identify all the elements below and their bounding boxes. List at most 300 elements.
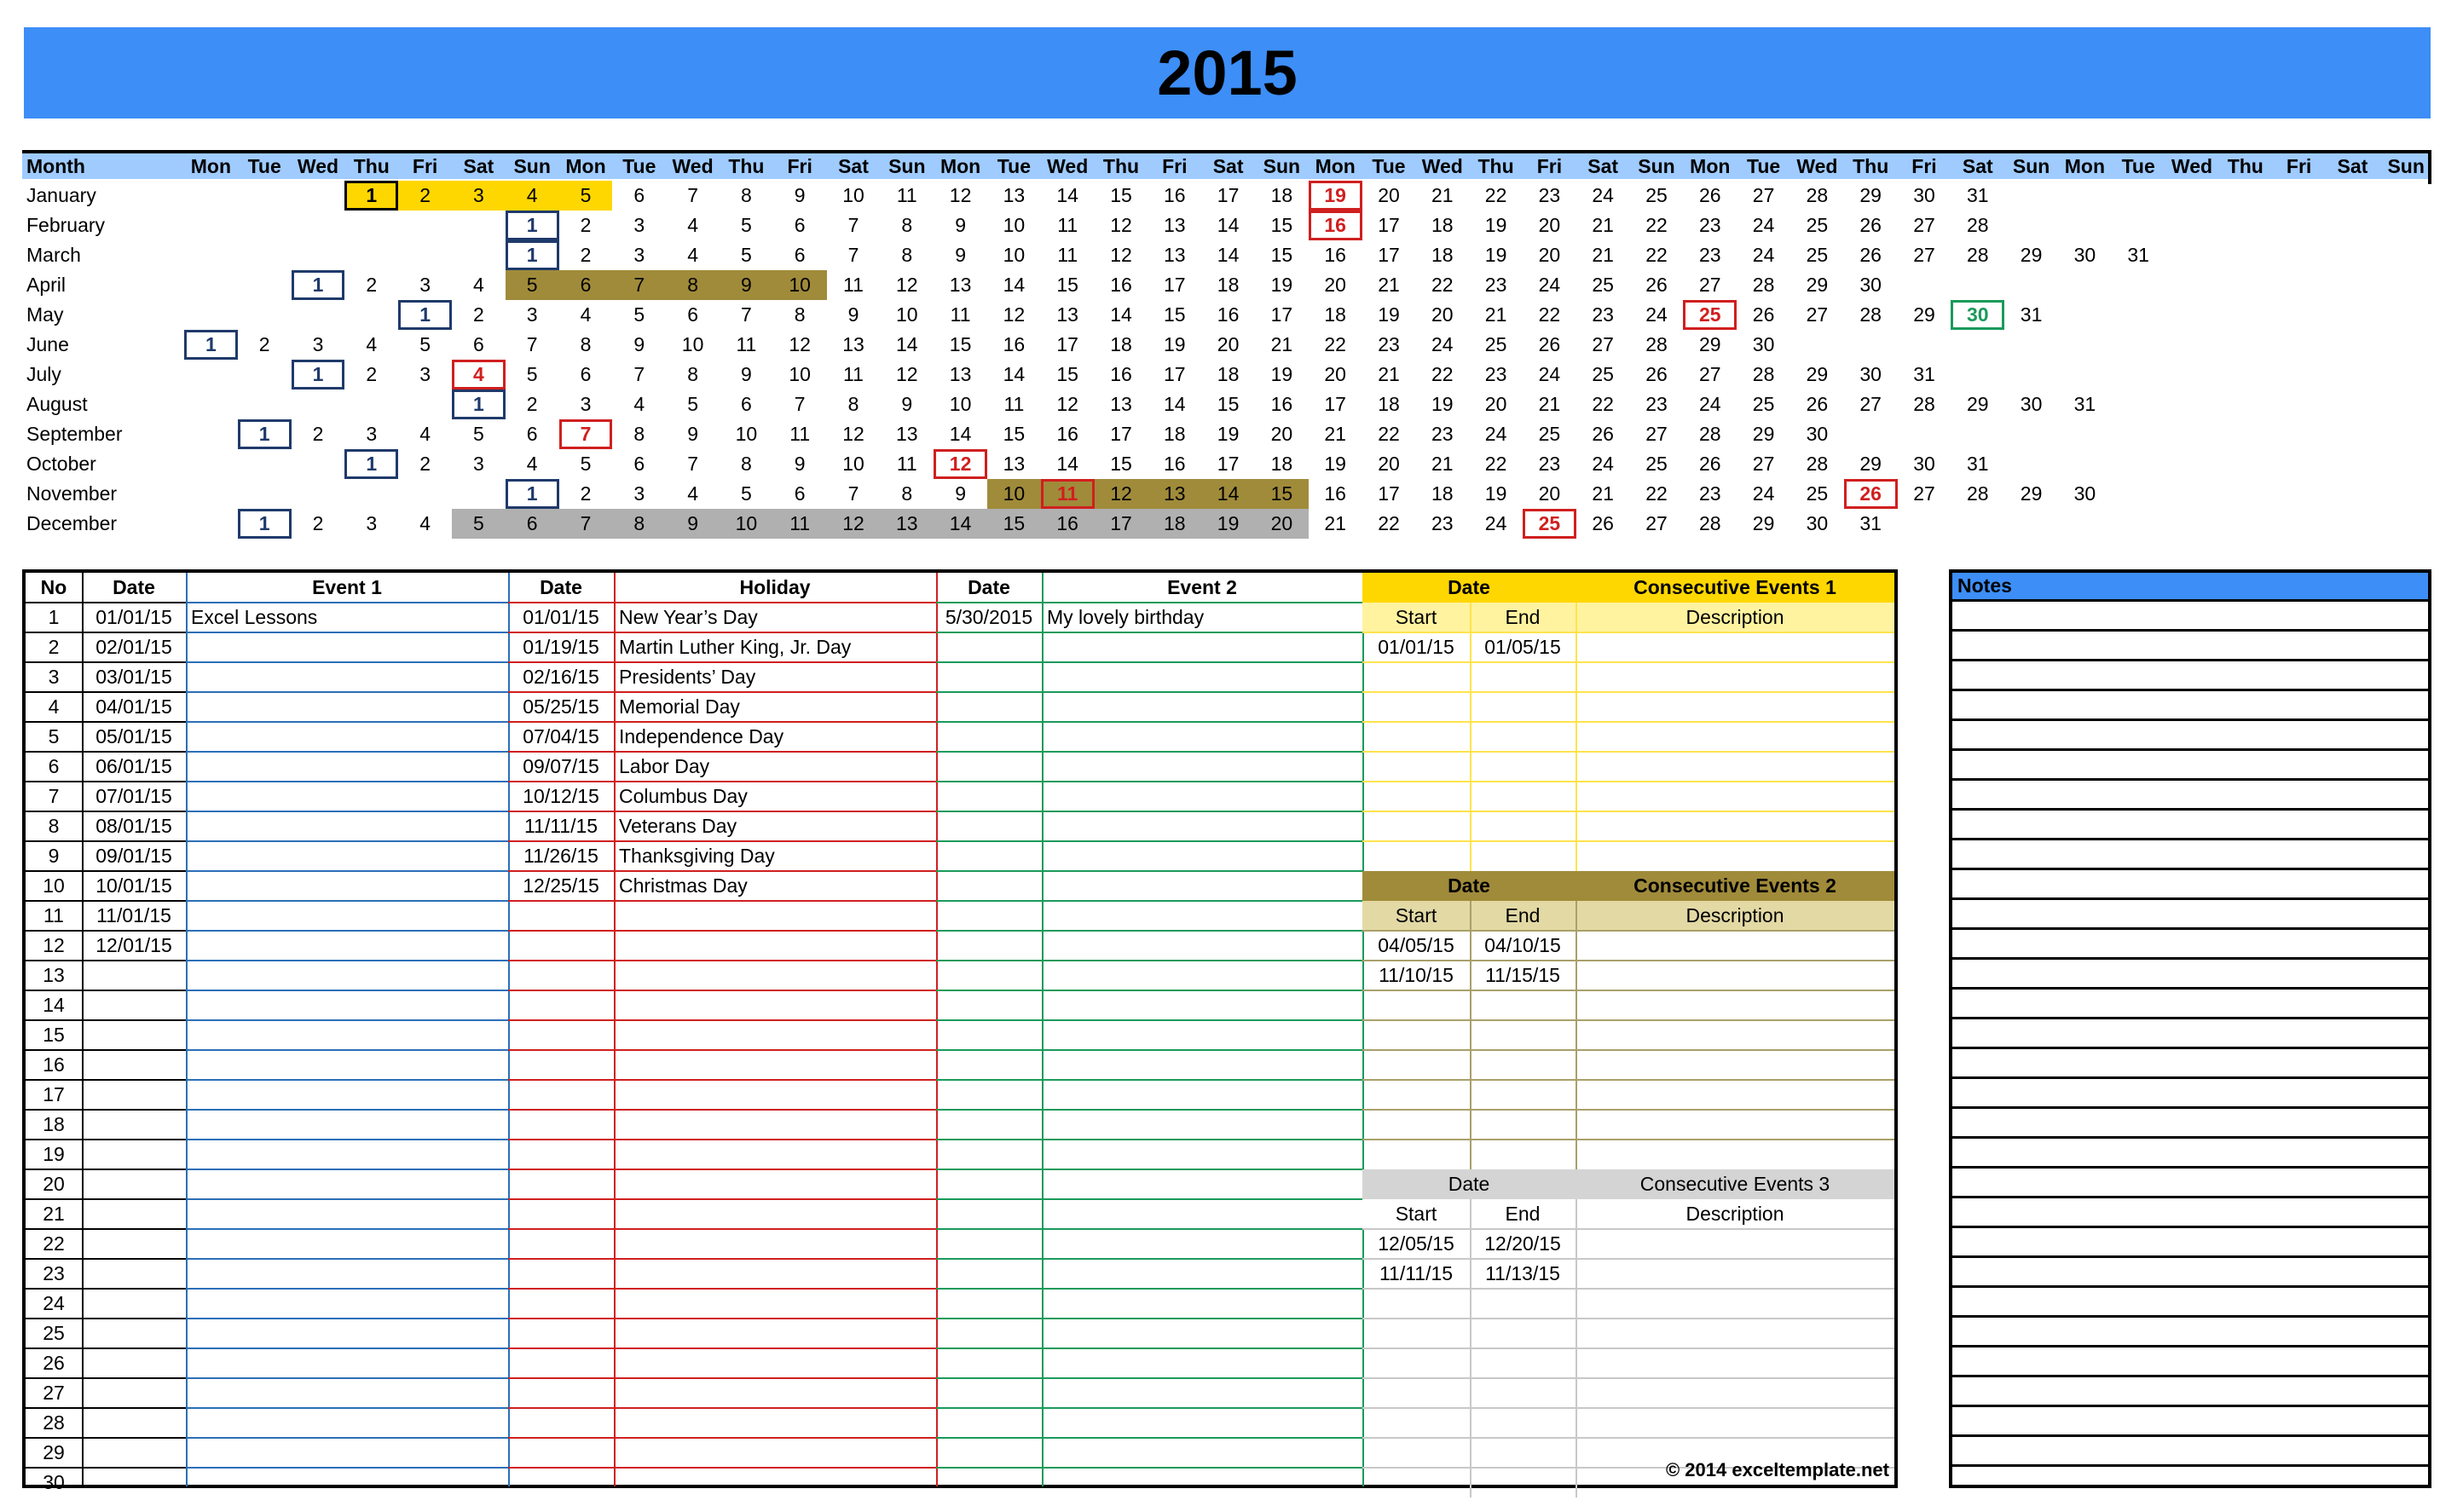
day-cell[interactable]: 9: [741, 363, 752, 385]
table-cell-hdate[interactable]: 01/01/15: [523, 606, 599, 628]
day-cell[interactable]: 11: [1057, 244, 1078, 266]
day-cell[interactable]: 10: [987, 479, 1041, 509]
table-cell-hdate[interactable]: 07/04/15: [523, 725, 599, 747]
day-cell[interactable]: 3: [580, 393, 592, 415]
day-cell[interactable]: 17: [1378, 244, 1400, 266]
day-cell[interactable]: 7: [847, 214, 859, 236]
day-cell[interactable]: 27: [1752, 184, 1775, 206]
table-cell-edate[interactable]: [936, 811, 1042, 841]
day-cell[interactable]: 18: [1431, 482, 1454, 505]
consecutive-end-date[interactable]: 12/20/15: [1484, 1232, 1561, 1255]
table-cell-event2[interactable]: [1047, 1438, 1362, 1468]
day-cell[interactable]: 29: [1752, 512, 1775, 534]
day-cell[interactable]: 20: [1431, 303, 1454, 326]
table-cell-date[interactable]: [82, 1438, 186, 1468]
day-cell[interactable]: 3: [633, 244, 645, 266]
table-cell-event1[interactable]: [191, 1348, 508, 1378]
day-cell[interactable]: 13: [1003, 453, 1026, 475]
table-cell-hdate[interactable]: [508, 1378, 614, 1408]
day-cell[interactable]: 6: [633, 453, 645, 475]
day-cell[interactable]: 19: [1201, 509, 1255, 539]
day-cell[interactable]: 24: [1698, 393, 1721, 415]
day-cell[interactable]: 2: [258, 333, 270, 355]
table-cell-edate[interactable]: [936, 1408, 1042, 1438]
table-cell-event2[interactable]: [1047, 990, 1362, 1020]
day-cell[interactable]: 3: [366, 423, 378, 445]
day-cell[interactable]: 11: [896, 184, 917, 206]
table-cell-event2[interactable]: [1047, 901, 1362, 931]
table-cell-date[interactable]: [82, 1080, 186, 1110]
day-cell[interactable]: 21: [1324, 512, 1346, 534]
day-cell[interactable]: 5: [741, 482, 752, 505]
day-cell[interactable]: 6: [473, 333, 484, 355]
table-cell-hdate[interactable]: [508, 1468, 614, 1498]
day-cell[interactable]: 23: [1484, 274, 1507, 296]
day-cell[interactable]: 18: [1431, 214, 1454, 236]
table-cell-hdate[interactable]: [508, 1020, 614, 1050]
table-cell-edate[interactable]: [936, 871, 1042, 901]
day-cell[interactable]: 19: [1163, 333, 1186, 355]
day-cell[interactable]: 14: [1163, 393, 1186, 415]
table-cell-holiday[interactable]: [619, 1378, 936, 1408]
day-cell[interactable]: 22: [1484, 184, 1507, 206]
table-cell-event1[interactable]: [191, 931, 508, 961]
table-cell-event2[interactable]: [1047, 1229, 1362, 1259]
day-cell[interactable]: 26: [1698, 453, 1721, 475]
table-cell-holiday[interactable]: [619, 1468, 936, 1498]
day-cell[interactable]: 11: [950, 303, 971, 326]
day-cell[interactable]: 2: [526, 393, 538, 415]
day-cell[interactable]: 27: [1698, 274, 1721, 296]
table-cell-edate[interactable]: [936, 901, 1042, 931]
day-cell[interactable]: 1: [292, 360, 345, 390]
day-cell[interactable]: 20: [1324, 274, 1346, 296]
day-cell[interactable]: 1: [452, 390, 506, 419]
day-cell[interactable]: 22: [1484, 453, 1507, 475]
table-cell-event1[interactable]: [191, 1408, 508, 1438]
day-cell[interactable]: 19: [1309, 181, 1362, 211]
consecutive-start-date[interactable]: 12/05/15: [1378, 1232, 1454, 1255]
day-cell[interactable]: 29: [1913, 303, 1935, 326]
day-cell[interactable]: 11: [736, 333, 757, 355]
day-cell[interactable]: 19: [1270, 274, 1293, 296]
day-cell[interactable]: 3: [633, 214, 645, 236]
day-cell[interactable]: 31: [1859, 512, 1882, 534]
table-cell-edate[interactable]: [936, 1229, 1042, 1259]
day-cell[interactable]: 10: [1003, 214, 1026, 236]
day-cell[interactable]: 27: [1645, 512, 1668, 534]
day-cell[interactable]: 12: [934, 449, 987, 479]
day-cell[interactable]: 2: [398, 181, 452, 211]
day-cell[interactable]: 24: [1538, 363, 1561, 385]
day-cell[interactable]: 23: [1538, 184, 1561, 206]
day-cell[interactable]: 27: [1859, 393, 1882, 415]
day-cell[interactable]: 26: [1844, 479, 1898, 509]
day-cell[interactable]: 24: [1484, 512, 1507, 534]
day-cell[interactable]: 28: [1966, 214, 1989, 236]
day-cell[interactable]: 9: [955, 244, 966, 266]
day-cell[interactable]: 4: [687, 244, 698, 266]
day-cell[interactable]: 12: [1110, 214, 1132, 236]
day-cell[interactable]: 15: [1255, 479, 1309, 509]
day-cell[interactable]: 18: [1217, 363, 1240, 385]
day-cell[interactable]: 14: [934, 509, 987, 539]
day-cell[interactable]: 3: [419, 274, 431, 296]
table-cell-date[interactable]: [82, 1229, 186, 1259]
day-cell[interactable]: 20: [1217, 333, 1240, 355]
day-cell[interactable]: 18: [1110, 333, 1132, 355]
day-cell[interactable]: 23: [1431, 423, 1454, 445]
table-cell-event2[interactable]: [1047, 662, 1362, 692]
day-cell[interactable]: 16: [1041, 509, 1095, 539]
day-cell[interactable]: 13: [949, 274, 972, 296]
table-cell-edate[interactable]: [936, 841, 1042, 871]
table-cell-date[interactable]: 05/01/15: [95, 725, 172, 747]
table-cell-hdate[interactable]: 12/25/15: [523, 874, 599, 897]
day-cell[interactable]: 20: [1484, 393, 1507, 415]
day-cell[interactable]: 16: [1270, 393, 1293, 415]
table-cell-event2[interactable]: My lovely birthday: [1047, 606, 1205, 628]
day-cell[interactable]: 24: [1752, 482, 1775, 505]
day-cell[interactable]: 18: [1324, 303, 1346, 326]
day-cell[interactable]: 2: [580, 482, 592, 505]
day-cell[interactable]: 15: [1163, 303, 1186, 326]
day-cell[interactable]: 10: [949, 393, 972, 415]
day-cell[interactable]: 2: [312, 512, 324, 534]
day-cell[interactable]: 7: [559, 419, 613, 449]
table-cell-holiday[interactable]: Memorial Day: [619, 695, 740, 718]
day-cell[interactable]: 21: [1270, 333, 1293, 355]
day-cell[interactable]: 26: [1645, 363, 1668, 385]
day-cell[interactable]: 18: [1148, 509, 1201, 539]
table-cell-event2[interactable]: [1047, 1199, 1362, 1229]
day-cell[interactable]: 23: [1538, 453, 1561, 475]
table-cell-hdate[interactable]: [508, 1050, 614, 1080]
table-cell-hdate[interactable]: [508, 1289, 614, 1319]
table-cell-date[interactable]: 01/01/15: [95, 606, 172, 628]
table-cell-event2[interactable]: [1047, 1169, 1362, 1199]
table-cell-event2[interactable]: [1047, 1140, 1362, 1169]
table-cell-holiday[interactable]: [619, 1319, 936, 1348]
table-cell-date[interactable]: [82, 1289, 186, 1319]
day-cell[interactable]: 12: [1110, 244, 1132, 266]
table-cell-edate[interactable]: [936, 1169, 1042, 1199]
table-cell-hdate[interactable]: [508, 931, 614, 961]
day-cell[interactable]: 6: [741, 393, 752, 415]
table-cell-edate[interactable]: [936, 1348, 1042, 1378]
table-cell-edate[interactable]: [936, 1289, 1042, 1319]
table-cell-hdate[interactable]: [508, 1438, 614, 1468]
table-cell-edate[interactable]: 5/30/2015: [945, 606, 1033, 628]
table-cell-event1[interactable]: [191, 1020, 508, 1050]
day-cell[interactable]: 1: [506, 240, 559, 270]
day-cell[interactable]: 26: [1752, 303, 1775, 326]
day-cell[interactable]: 5: [506, 270, 559, 300]
day-cell[interactable]: 15: [1110, 453, 1132, 475]
day-cell[interactable]: 23: [1484, 363, 1507, 385]
day-cell[interactable]: 12: [895, 363, 918, 385]
day-cell[interactable]: 25: [1538, 423, 1561, 445]
day-cell[interactable]: 10: [1003, 244, 1026, 266]
table-cell-hdate[interactable]: [508, 1140, 614, 1169]
table-cell-event1[interactable]: [191, 841, 508, 871]
day-cell[interactable]: 23: [1698, 482, 1721, 505]
table-cell-hdate[interactable]: 01/19/15: [523, 636, 599, 658]
table-cell-holiday[interactable]: [619, 1140, 936, 1169]
table-cell-event2[interactable]: [1047, 1378, 1362, 1408]
day-cell[interactable]: 30: [2073, 244, 2096, 266]
table-cell-event2[interactable]: [1047, 1348, 1362, 1378]
day-cell[interactable]: 28: [1913, 393, 1935, 415]
day-cell[interactable]: 10: [895, 303, 918, 326]
table-cell-event1[interactable]: [191, 1468, 508, 1498]
day-cell[interactable]: 5: [687, 393, 698, 415]
day-cell[interactable]: 11: [1003, 393, 1025, 415]
table-cell-event1[interactable]: [191, 662, 508, 692]
day-cell[interactable]: 13: [1003, 184, 1026, 206]
day-cell[interactable]: 15: [949, 333, 972, 355]
table-cell-holiday[interactable]: [619, 961, 936, 990]
table-cell-holiday[interactable]: Veterans Day: [619, 815, 737, 837]
day-cell[interactable]: 23: [1431, 512, 1454, 534]
day-cell[interactable]: 29: [1698, 333, 1721, 355]
day-cell[interactable]: 24: [1592, 184, 1614, 206]
day-cell[interactable]: 28: [1859, 303, 1882, 326]
table-cell-event1[interactable]: [191, 1378, 508, 1408]
day-cell[interactable]: 14: [1003, 363, 1026, 385]
day-cell[interactable]: 13: [895, 423, 918, 445]
day-cell[interactable]: 19: [1484, 244, 1507, 266]
day-cell[interactable]: 5: [419, 333, 431, 355]
table-cell-edate[interactable]: [936, 1319, 1042, 1348]
table-cell-date[interactable]: [82, 1050, 186, 1080]
day-cell[interactable]: 1: [344, 449, 398, 479]
day-cell[interactable]: 30: [2020, 393, 2043, 415]
table-cell-holiday[interactable]: Presidents’ Day: [619, 666, 756, 688]
day-cell[interactable]: 30: [2073, 482, 2096, 505]
day-cell[interactable]: 15: [1056, 274, 1078, 296]
day-cell[interactable]: 17: [1217, 453, 1240, 475]
day-cell[interactable]: 9: [955, 482, 966, 505]
day-cell[interactable]: 8: [612, 509, 666, 539]
day-cell[interactable]: 3: [419, 363, 431, 385]
day-cell[interactable]: 9: [847, 303, 859, 326]
day-cell[interactable]: 12: [842, 423, 864, 445]
day-cell[interactable]: 20: [1538, 244, 1561, 266]
day-cell[interactable]: 31: [1966, 453, 1989, 475]
day-cell[interactable]: 6: [794, 244, 806, 266]
table-cell-event1[interactable]: [191, 1259, 508, 1289]
day-cell[interactable]: 5: [559, 181, 613, 211]
table-cell-event2[interactable]: [1047, 841, 1362, 871]
table-cell-event2[interactable]: [1047, 1468, 1362, 1498]
day-cell[interactable]: 18: [1217, 274, 1240, 296]
day-cell[interactable]: 9: [901, 393, 913, 415]
table-cell-event1[interactable]: [191, 1199, 508, 1229]
day-cell[interactable]: 7: [559, 509, 613, 539]
day-cell[interactable]: 29: [1752, 423, 1775, 445]
day-cell[interactable]: 27: [1592, 333, 1614, 355]
table-cell-hdate[interactable]: [508, 1199, 614, 1229]
table-cell-hdate[interactable]: [508, 1348, 614, 1378]
day-cell[interactable]: 10: [681, 333, 704, 355]
table-cell-hdate[interactable]: 11/11/15: [523, 815, 598, 837]
day-cell[interactable]: 12: [1095, 479, 1148, 509]
day-cell[interactable]: 26: [1698, 184, 1721, 206]
day-cell[interactable]: 5: [452, 509, 506, 539]
table-cell-event2[interactable]: [1047, 692, 1362, 722]
day-cell[interactable]: 20: [1378, 453, 1400, 475]
table-cell-holiday[interactable]: [619, 1229, 936, 1259]
day-cell[interactable]: 29: [1859, 184, 1882, 206]
day-cell[interactable]: 16: [1110, 274, 1132, 296]
day-cell[interactable]: 1: [344, 181, 398, 211]
table-cell-event2[interactable]: [1047, 1289, 1362, 1319]
day-cell[interactable]: 21: [1324, 423, 1346, 445]
day-cell[interactable]: 8: [633, 423, 645, 445]
day-cell[interactable]: 8: [794, 303, 806, 326]
table-cell-hdate[interactable]: 05/25/15: [523, 695, 599, 718]
table-cell-event2[interactable]: [1047, 1050, 1362, 1080]
day-cell[interactable]: 10: [842, 453, 864, 475]
table-cell-edate[interactable]: [936, 1378, 1042, 1408]
day-cell[interactable]: 15: [1270, 214, 1293, 236]
table-cell-date[interactable]: 07/01/15: [95, 785, 172, 807]
day-cell[interactable]: 25: [1592, 274, 1614, 296]
day-cell[interactable]: 17: [1270, 303, 1293, 326]
table-cell-event1[interactable]: Excel Lessons: [191, 606, 318, 628]
day-cell[interactable]: 19: [1324, 453, 1346, 475]
day-cell[interactable]: 6: [559, 270, 613, 300]
day-cell[interactable]: 4: [633, 393, 645, 415]
consecutive-end-date[interactable]: 01/05/15: [1484, 636, 1561, 658]
table-cell-event2[interactable]: [1047, 782, 1362, 811]
day-cell[interactable]: 21: [1538, 393, 1561, 415]
day-cell[interactable]: 16: [1163, 453, 1186, 475]
day-cell[interactable]: 9: [720, 270, 773, 300]
table-cell-event1[interactable]: [191, 1289, 508, 1319]
day-cell[interactable]: 21: [1592, 214, 1614, 236]
table-cell-hdate[interactable]: [508, 901, 614, 931]
day-cell[interactable]: 20: [1538, 214, 1561, 236]
table-cell-event2[interactable]: [1047, 1110, 1362, 1140]
table-cell-date[interactable]: 02/01/15: [95, 636, 172, 658]
day-cell[interactable]: 18: [1270, 453, 1293, 475]
table-cell-holiday[interactable]: [619, 1050, 936, 1080]
day-cell[interactable]: 17: [1095, 509, 1148, 539]
table-cell-event2[interactable]: [1047, 1020, 1362, 1050]
table-cell-holiday[interactable]: New Year’s Day: [619, 606, 758, 628]
day-cell[interactable]: 29: [2020, 482, 2043, 505]
day-cell[interactable]: 5: [741, 214, 752, 236]
day-cell[interactable]: 11: [1041, 479, 1095, 509]
consecutive-end-date[interactable]: 04/10/15: [1484, 934, 1561, 956]
table-cell-edate[interactable]: [936, 1199, 1042, 1229]
day-cell[interactable]: 22: [1538, 303, 1561, 326]
day-cell[interactable]: 23: [1378, 333, 1400, 355]
table-cell-event1[interactable]: [191, 632, 508, 662]
day-cell[interactable]: 6: [687, 303, 698, 326]
day-cell[interactable]: 1: [184, 330, 238, 360]
day-cell[interactable]: 9: [666, 509, 720, 539]
day-cell[interactable]: 14: [1217, 244, 1240, 266]
day-cell[interactable]: 18: [1163, 423, 1186, 445]
day-cell[interactable]: 28: [1752, 274, 1775, 296]
table-cell-event1[interactable]: [191, 1050, 508, 1080]
table-cell-event2[interactable]: [1047, 752, 1362, 782]
day-cell[interactable]: 11: [843, 363, 864, 385]
day-cell[interactable]: 24: [1431, 333, 1454, 355]
day-cell[interactable]: 13: [842, 333, 864, 355]
day-cell[interactable]: 14: [949, 423, 972, 445]
day-cell[interactable]: 27: [1913, 244, 1935, 266]
day-cell[interactable]: 19: [1378, 303, 1400, 326]
consecutive-end-date[interactable]: 11/13/15: [1485, 1262, 1560, 1284]
day-cell[interactable]: 18: [1378, 393, 1400, 415]
day-cell[interactable]: 10: [789, 363, 811, 385]
day-cell[interactable]: 30: [1859, 363, 1882, 385]
day-cell[interactable]: 16: [1110, 363, 1132, 385]
day-cell[interactable]: 27: [1806, 303, 1829, 326]
day-cell[interactable]: 23: [1698, 214, 1721, 236]
table-cell-hdate[interactable]: [508, 990, 614, 1020]
table-cell-event1[interactable]: [191, 961, 508, 990]
day-cell[interactable]: 28: [1806, 453, 1829, 475]
consecutive-end-date[interactable]: 11/15/15: [1485, 964, 1560, 986]
day-cell[interactable]: 13: [1110, 393, 1132, 415]
day-cell[interactable]: 11: [789, 423, 811, 445]
day-cell[interactable]: 3: [526, 303, 538, 326]
day-cell[interactable]: 31: [1966, 184, 1989, 206]
table-cell-edate[interactable]: [936, 1110, 1042, 1140]
day-cell[interactable]: 4: [526, 453, 538, 475]
day-cell[interactable]: 9: [955, 214, 966, 236]
day-cell[interactable]: 5: [473, 423, 484, 445]
table-cell-hdate[interactable]: [508, 1259, 614, 1289]
day-cell[interactable]: 25: [1806, 482, 1829, 505]
day-cell[interactable]: 16: [1324, 244, 1346, 266]
day-cell[interactable]: 27: [1913, 482, 1935, 505]
day-cell[interactable]: 1: [506, 211, 559, 240]
day-cell[interactable]: 4: [452, 360, 506, 390]
day-cell[interactable]: 19: [1431, 393, 1454, 415]
table-cell-edate[interactable]: [936, 632, 1042, 662]
day-cell[interactable]: 23: [1645, 393, 1668, 415]
day-cell[interactable]: 16: [1309, 211, 1362, 240]
day-cell[interactable]: 22: [1431, 274, 1454, 296]
day-cell[interactable]: 17: [1378, 214, 1400, 236]
day-cell[interactable]: 31: [2020, 303, 2043, 326]
day-cell[interactable]: 28: [1645, 333, 1668, 355]
table-cell-date[interactable]: [82, 961, 186, 990]
table-cell-holiday[interactable]: [619, 1259, 936, 1289]
day-cell[interactable]: 1: [398, 300, 452, 330]
day-cell[interactable]: 7: [612, 270, 666, 300]
day-cell[interactable]: 2: [366, 274, 378, 296]
table-cell-holiday[interactable]: [619, 1110, 936, 1140]
day-cell[interactable]: 2: [419, 453, 431, 475]
day-cell[interactable]: 19: [1217, 423, 1240, 445]
day-cell[interactable]: 26: [1859, 214, 1882, 236]
day-cell[interactable]: 25: [1752, 393, 1775, 415]
day-cell[interactable]: 21: [1378, 274, 1400, 296]
day-cell[interactable]: 8: [580, 333, 592, 355]
table-cell-date[interactable]: [82, 1199, 186, 1229]
table-cell-date[interactable]: [82, 990, 186, 1020]
day-cell[interactable]: 6: [794, 482, 806, 505]
day-cell[interactable]: 31: [2073, 393, 2096, 415]
table-cell-holiday[interactable]: [619, 1348, 936, 1378]
